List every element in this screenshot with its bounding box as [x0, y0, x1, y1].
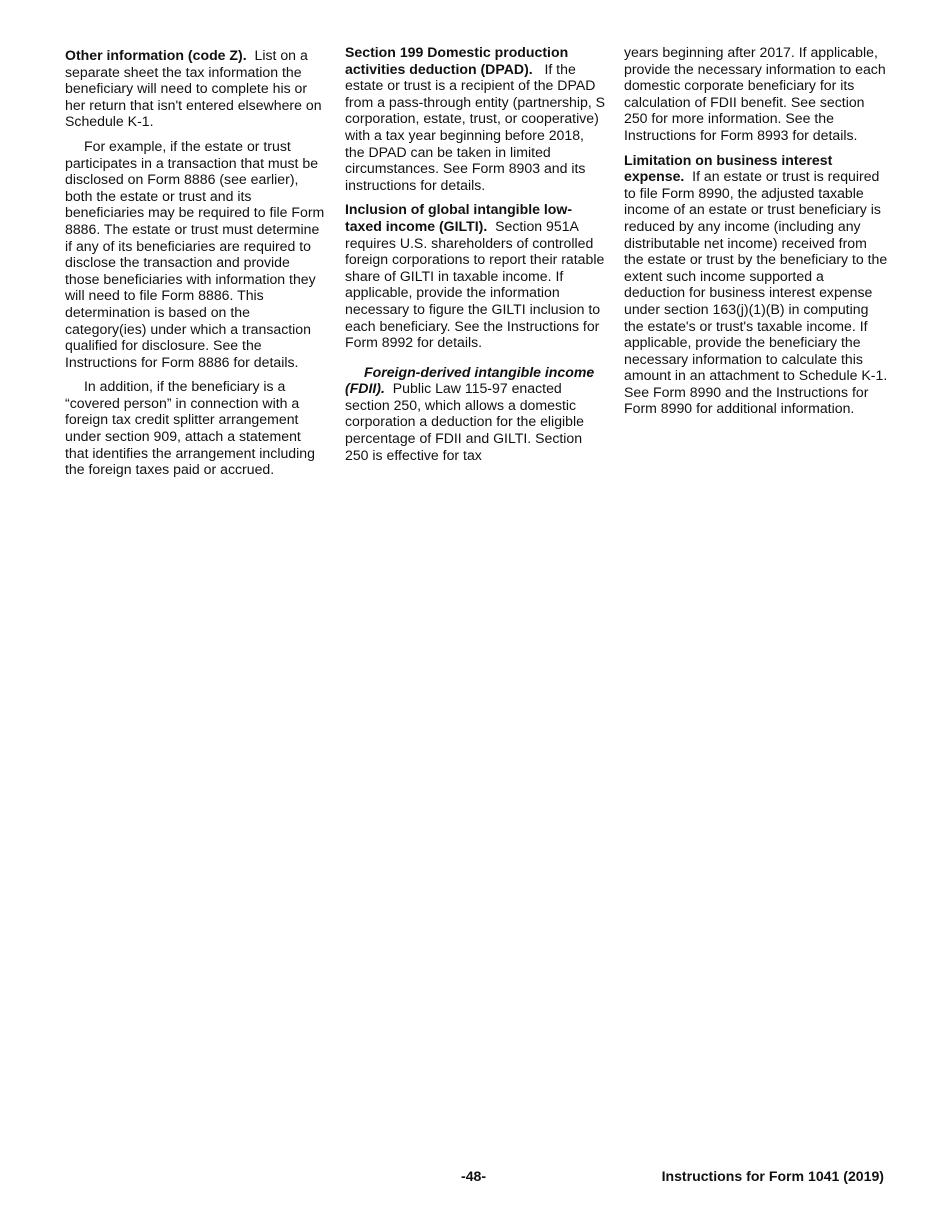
- paragraph-other-information: [65, 47, 327, 130]
- paragraph-covered-person: In addition, if the beneficiary is a “covered person” in connection with a foreign tax credit splitter arrangement under section 909, attach a statement that identifies the arrangement including the foreign taxes paid or accrued.: [65, 378, 315, 478]
- paragraph-fdii-continued: years beginning after 2017. If applicable, provide the necessary information to each domestic corporate beneficiary for its calculation of FDII benefit. See section 250 for more information. See the Instructions for Form 8993 for details.: [624, 44, 886, 143]
- paragraph-dpad: [345, 44, 607, 193]
- text-dpad: If the estate or trust is a recipient of the DPAD from a pass-through entity (partnership, S corporation, estate, trust, or cooperative) with a tax year beginning before 2018, the DPAD can be taken in limited circumstances. See Form 8903 and its instructions for details.: [345, 60, 606, 193]
- text-other-information: List on a separate sheet the tax information the beneficiary will need to complete his or her return that isn't entered elsewhere on Schedule K-1.: [65, 47, 322, 130]
- paragraph-fdii: [345, 364, 607, 464]
- page-number: -48-: [461, 1168, 487, 1184]
- column-right: [624, 44, 888, 425]
- text-gilti: Section 951A requires U.S. shareholders of controlled foreign corporations to report their ratable share of GILTI in taxable income. If applicable, provide the information necessary to figure the GILTI inclusion to each beneficiary. See the Instructions for Form 8992 for details.: [345, 217, 605, 351]
- heading-other-information: Other information (code Z).: [65, 47, 247, 63]
- column-left: [65, 44, 327, 486]
- text-fdii: Public Law 115-97 enacted section 250, which allows a domestic corporation a deduction for the eligible percentage of FDII and GILTI. Section 250 is effective for tax: [345, 380, 584, 463]
- paragraph-business-interest: [624, 152, 888, 418]
- heading-fdii: Foreign-derived intangible income (FDII).: [345, 363, 595, 397]
- heading-business-interest: Limitation on business interest expense.: [624, 151, 833, 185]
- text-business-interest: If an estate or trust is required to file Form 8990, the adjusted taxable income of an estate or trust beneficiary is reduced by any income (including any distributable net income) received from the estate or trust by the beneficiary to the extent such income supported a deduction for business interest expense under section 163(j)(1)(B) in computing the estate's or trust's taxable income. If applicable, provide the beneficiary the necessary information to calculate this amount in an attachment to Schedule K-1. See Form 8990 and the Instructions for Form 8990 for additional information.: [624, 168, 888, 417]
- column-middle: [345, 44, 607, 471]
- paragraph-form-8886-example: For example, if the estate or trust participates in a transaction that must be disclosed on Form 8886 (see earlier), both the estate or trust and its beneficiaries may be required to file Form 8886. The estate or trust must determine if any of its beneficiaries are required to disclose the transaction and provide those beneficiaries with information they will need to file Form 8886. This determination is based on the category(ies) under which a transaction qualified for disclosure. See the Instructions for Form 8886 for details.: [65, 137, 325, 370]
- paragraph-gilti: [345, 201, 607, 350]
- heading-dpad: Section 199 Domestic production activities deduction (DPAD).: [345, 44, 569, 77]
- heading-gilti: Inclusion of global intangible low-taxed income (GILTI).: [345, 201, 573, 234]
- footer-title: Instructions for Form 1041 (2019): [661, 1168, 884, 1184]
